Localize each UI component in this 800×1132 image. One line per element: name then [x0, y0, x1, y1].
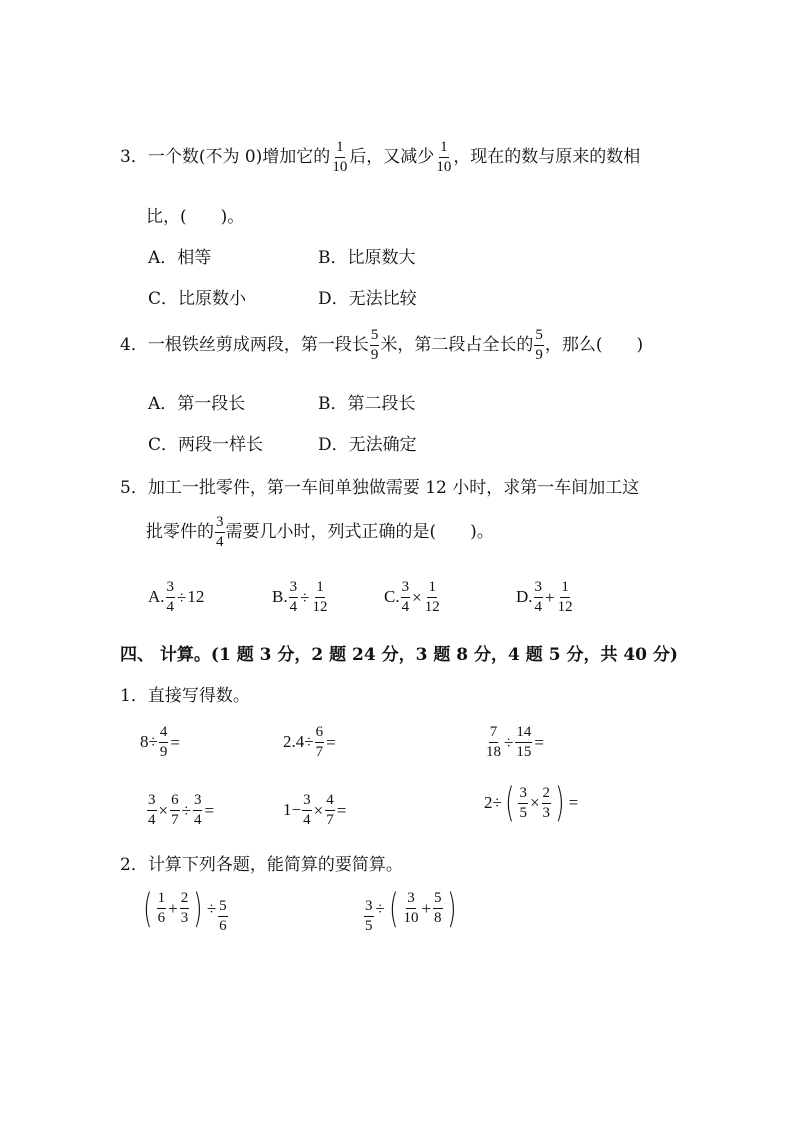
expression-1: 8÷ $\frac{4}{9}$ =: [140, 724, 180, 760]
fraction: $\frac{3}{4}$: [303, 792, 311, 828]
expression-3: $\frac{7}{18}$ ÷ $\frac{14}{15}$ =: [486, 724, 544, 760]
option-c[interactable]: C．比原数小: [148, 289, 247, 309]
calc-expression-1: ( $\frac{1}{6}$ + $\frac{2}{3}$ ) ÷ $\frac{5}{6}$: [143, 885, 227, 934]
fraction: $\frac{4}{9}$: [159, 724, 168, 760]
fraction: $\frac{1}{12}$: [424, 579, 440, 615]
fraction: $\frac{2}{3}$: [542, 784, 551, 821]
fraction: $\frac{1}{6}$: [157, 890, 166, 926]
question-4-line-1: 4．一根铁丝剪成两段，第一段长 $\frac{5}{9}$ 米，第二段占全长的 $\frac{5}{9}$ ，那么( ): [120, 327, 644, 363]
question-3-line-2: 比，( )。: [146, 207, 245, 227]
right-paren: ): [193, 885, 203, 932]
expression-5: 1− $\frac{3}{4}$ × $\frac{4}{7}$ =: [283, 792, 347, 828]
fraction: $\frac{3}{4}$: [166, 579, 175, 615]
option-a[interactable]: A. $\frac{3}{4}$ ÷12: [148, 579, 205, 615]
fraction: $\frac{1}{10}$: [436, 139, 452, 175]
calc-expression-2: $\frac{3}{5}$ ÷ ( $\frac{3}{10}$ + $\frac{5}{8}$ ): [365, 885, 457, 934]
fraction: $\frac{5}{9}$: [535, 327, 543, 363]
question-number: 5．: [120, 478, 148, 498]
left-paren: (: [388, 885, 399, 932]
subsection-2-title: 2．计算下列各题，能简算的要简算。: [120, 855, 403, 875]
option-c[interactable]: C. $\frac{3}{4}$ × $\frac{1}{12}$: [384, 579, 440, 615]
fraction: $\frac{3}{4}$: [534, 579, 543, 615]
right-paren: ): [446, 885, 457, 932]
option-b[interactable]: B. $\frac{3}{4}$ ÷ $\frac{1}{12}$: [272, 579, 328, 615]
question-number: 4．: [120, 335, 148, 355]
section-heading: 四、 计算。(1 题 3 分，2 题 24 分，3 题 8 分，4 题 5 分，共 40 分): [120, 645, 678, 665]
right-paren: ): [555, 780, 565, 826]
question-text: 一个数(不为 0)增加它的: [147, 147, 331, 167]
fraction: $\frac{3}{4}$: [193, 792, 202, 828]
fraction: $\frac{6}{7}$: [315, 724, 324, 760]
question-text: 加工一批零件，第一车间单独做需要 12 小时，求第一车间加工这: [147, 478, 640, 498]
expression-2: 2.4÷ $\frac{6}{7}$ =: [283, 724, 336, 760]
fraction: $\frac{3}{4}$: [401, 579, 410, 615]
fraction: $\frac{3}{5}$: [365, 898, 373, 934]
expression-6: 2÷( $\frac{3}{5}$ × $\frac{2}{3}$ ) =: [484, 780, 579, 826]
question-5-line-1: [120, 473, 639, 498]
fraction: $\frac{4}{7}$: [326, 792, 334, 828]
fraction: $\frac{1}{10}$: [332, 139, 348, 175]
option-a[interactable]: A．第一段长: [148, 394, 246, 414]
fraction: $\frac{1}{12}$: [312, 579, 328, 615]
question-5-line-2: 批零件的 $\frac{3}{4}$ 需要几小时，列式正确的是( )。: [146, 514, 494, 550]
fraction: $\frac{3}{10}$: [403, 890, 419, 926]
question-number: 3．: [120, 147, 148, 167]
fraction: $\frac{7}{18}$: [486, 724, 501, 760]
left-paren: (: [504, 780, 515, 826]
question-text: 一根铁丝剪成两段，第一段长: [147, 335, 369, 355]
fraction: $\frac{5}{8}$: [434, 890, 442, 926]
option-c[interactable]: C．两段一样长: [148, 435, 264, 455]
fraction: $\frac{2}{3}$: [180, 890, 189, 926]
fraction: $\frac{3}{4}$: [216, 514, 224, 550]
subsection-1-title: 1．直接写得数。: [120, 686, 250, 706]
fraction: $\frac{14}{15}$: [516, 724, 532, 760]
fraction: $\frac{5}{6}$: [219, 898, 227, 934]
fraction: $\frac{3}{4}$: [148, 792, 156, 828]
fraction: $\frac{6}{7}$: [171, 792, 179, 828]
option-b[interactable]: B．比原数大: [318, 248, 416, 268]
fraction: $\frac{3}{5}$: [519, 784, 527, 821]
expression-4: $\frac{3}{4}$ × $\frac{6}{7}$ ÷ $\frac{3}{4}$ =: [148, 792, 215, 828]
option-b[interactable]: B．第二段长: [318, 394, 416, 414]
option-d[interactable]: D．无法比较: [318, 289, 417, 309]
option-d[interactable]: D. $\frac{3}{4}$ + $\frac{1}{12}$: [516, 579, 573, 615]
fraction: $\frac{5}{9}$: [370, 327, 379, 363]
question-3-line-1: 3．一个数(不为 0)增加它的 $\frac{1}{10}$ 后，又减少 $\frac{1}{10}$ ，现在的数与原来的数相: [120, 139, 641, 175]
fraction: $\frac{3}{4}$: [289, 579, 298, 615]
left-paren: (: [143, 885, 153, 932]
option-a[interactable]: A．相等: [148, 248, 212, 268]
fraction: $\frac{1}{12}$: [557, 579, 573, 615]
option-d[interactable]: D．无法确定: [318, 435, 417, 455]
